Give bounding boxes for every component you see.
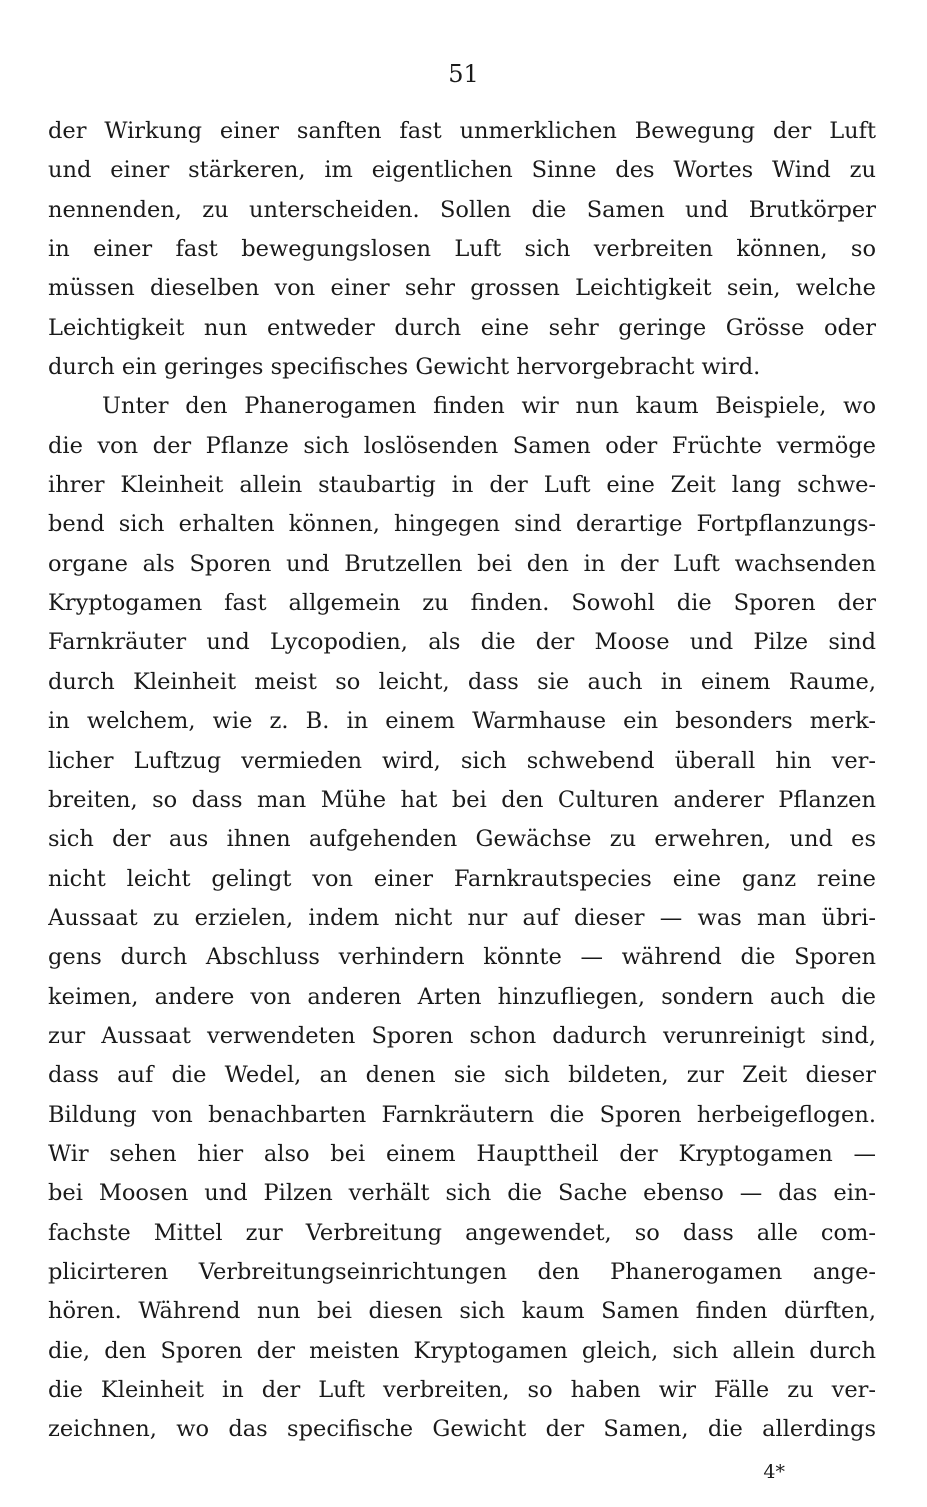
text-line: Bildung von benachbarten Farnkräutern die Sporen herbeigeflogen. <box>48 1101 876 1128</box>
text-line: der Wirkung einer sanften fast unmerklichen Bewegung der Luft <box>48 118 876 144</box>
body-text <box>48 112 876 1450</box>
text-line: durch Kleinheit meist so leicht, dass sie auch in einem Raume, <box>48 668 876 695</box>
text-line: ihrer Kleinheit allein staubartig in der Luft eine Zeit lang schwe- <box>48 472 876 499</box>
text-line: und einer stärkeren, im eigentlichen Sinne des Wortes Wind zu <box>48 157 876 184</box>
text-line: dass auf die Wedel, an denen sie sich bildeten, zur Zeit dieser <box>48 1062 876 1089</box>
text-line: bei Moosen und Pilzen verhält sich die Sache ebenso — das ein- <box>48 1180 876 1207</box>
text-line: organe als Sporen und Brutzellen bei den in der Luft wachsenden <box>48 550 876 577</box>
text-line: licher Luftzug vermieden wird, sich schwebend überall hin ver- <box>48 747 876 774</box>
text-line: plicirteren Verbreitungseinrichtungen den Phanerogamen ange- <box>48 1258 876 1285</box>
text-line: zur Aussaat verwendeten Sporen schon dadurch verunreinigt sind, <box>48 1022 876 1049</box>
text-line: die von der Pflanze sich loslösenden Samen oder Früchte vermöge <box>48 432 876 459</box>
text-line: durch ein geringes specifisches Gewicht hervorgebracht wird. <box>48 354 761 381</box>
text-line: nennenden, zu unterscheiden. Sollen die Samen und Brutkörper <box>48 196 876 223</box>
text-line: Farnkräuter und Lycopodien, als die der Moose und Pilze sind <box>48 629 876 656</box>
text-line: die Kleinheit in der Luft verbreiten, so haben wir Fälle zu ver- <box>48 1377 876 1403</box>
text-line: bend sich erhalten können, hingegen sind derartige Fortpflanzungs- <box>48 511 876 538</box>
signature-mark: 4* <box>763 1461 785 1483</box>
text-line: Kryptogamen fast allgemein zu finden. Sowohl die Sporen der <box>48 590 876 617</box>
text-line: die, den Sporen der meisten Kryptogamen gleich, sich allein durch <box>48 1337 876 1364</box>
text-line: nicht leicht gelingt von einer Farnkrautspecies eine ganz reine <box>48 865 876 892</box>
page-number: 51 <box>448 60 479 88</box>
paragraph-start-line: Unter den Phanerogamen finden wir nun kaum Beispiele, wo <box>102 393 876 420</box>
text-line: gens durch Abschluss verhindern könnte — während die Sporen <box>48 944 876 971</box>
text-line: müssen dieselben von einer sehr grossen Leichtigkeit sein, welche <box>48 275 876 302</box>
text-line: in welchem, wie z. B. in einem Warmhause ein besonders merk- <box>48 708 876 735</box>
text-line: breiten, so dass man Mühe hat bei den Culturen anderer Pflanzen <box>48 786 876 813</box>
text-line: in einer fast bewegungslosen Luft sich verbreiten können, so <box>48 236 876 263</box>
text-line: fachste Mittel zur Verbreitung angewendet, so dass alle com- <box>48 1219 876 1246</box>
text-line: hören. Während nun bei diesen sich kaum Samen finden dürften, <box>48 1298 876 1325</box>
text-line: Leichtigkeit nun entweder durch eine sehr geringe Grösse oder <box>48 314 876 341</box>
text-line: sich der aus ihnen aufgehenden Gewächse zu erwehren, und es <box>48 826 876 853</box>
text-line: Wir sehen hier also bei einem Haupttheil der Kryptogamen — <box>48 1140 876 1167</box>
text-line: Aussaat zu erzielen, indem nicht nur auf dieser — was man übri- <box>48 904 876 931</box>
text-line: zeichnen, wo das specifische Gewicht der Samen, die allerdings <box>48 1416 876 1443</box>
text-line: keimen, andere von anderen Arten hinzufliegen, sondern auch die <box>48 983 876 1010</box>
